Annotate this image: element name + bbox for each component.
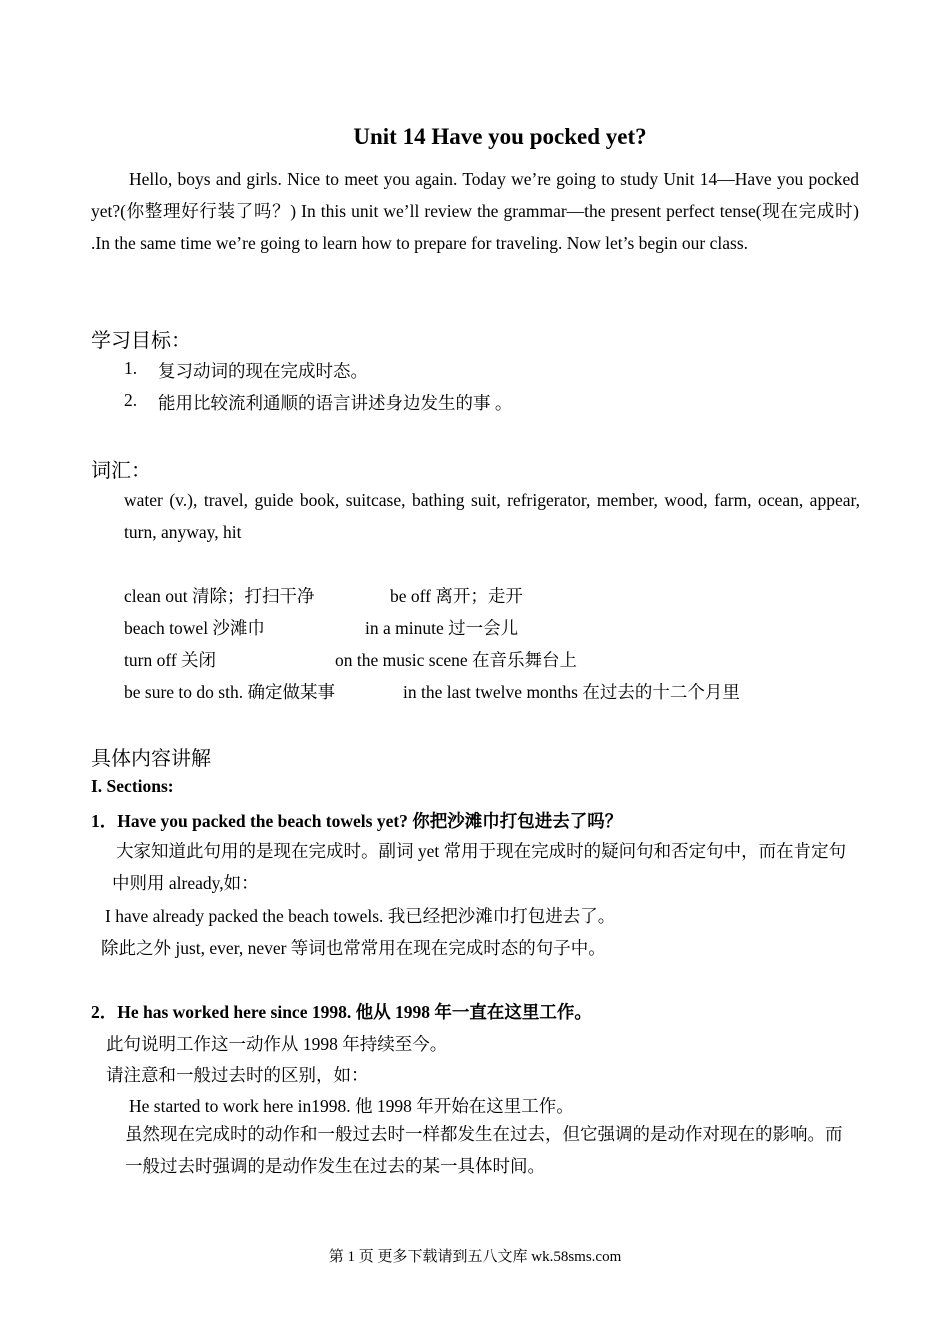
- item2-title: 2．He has worked here since 1998. 他从 1998 年一直在这里工作。: [91, 1002, 592, 1022]
- vocabulary-words: water (v.), travel, guide book, suitcase, bathing suit, refrigerator, member, wood, farm, ocean, appear, turn, anyway, hit: [124, 490, 860, 542]
- objectives-heading: 学习目标：: [91, 328, 191, 352]
- item1-note: 除此之外 just, ever, never 等词也常常用在现在完成时态的句子中。: [101, 938, 606, 958]
- objective-text-2: 能用比较流利通顺的语言讲述身边发生的事 。: [158, 393, 513, 413]
- phrase-right-4: in the last twelve months 在过去的十二个月里: [403, 682, 740, 702]
- vocabulary-heading: 词汇：: [91, 458, 151, 482]
- phrase-left-2: beach towel 沙滩巾: [124, 618, 265, 638]
- phrase-left-3: turn off 关闭: [124, 650, 217, 670]
- phrase-left-4: be sure to do sth. 确定做某事: [124, 682, 335, 702]
- objective-num-1: 1.: [124, 358, 138, 378]
- phrase-right-1: be off 离开；走开: [390, 586, 523, 606]
- phrase-right-3: on the music scene 在音乐舞台上: [335, 650, 578, 670]
- item1-explain: 大家知道此句用的是现在完成时。副词 yet 常用于现在完成时的疑问句和否定句中，而在肯定句中则用 already,如：: [112, 841, 847, 893]
- item2-line1: 此句说明工作这一动作从 1998 年持续至今。: [106, 1034, 448, 1054]
- page-footer: 第 1 页 更多下载请到五八文库 wk.58sms.com: [328, 1249, 622, 1265]
- phrase-right-2: in a minute 过一会儿: [365, 618, 519, 638]
- item1-example: I have already packed the beach towels. 我已经把沙滩巾打包进去了。: [105, 906, 616, 926]
- item1-title: 1．Have you packed the beach towels yet? 你把沙滩巾打包进去了吗？: [91, 811, 623, 831]
- phrase-left-1: clean out 清除；打扫干净: [124, 586, 315, 606]
- item2-line2: 请注意和一般过去时的区别，如：: [106, 1065, 369, 1085]
- content-heading: 具体内容讲解: [91, 746, 211, 770]
- item2-example: He started to work here in1998. 他 1998 年开始在这里工作。: [129, 1096, 574, 1116]
- objective-num-2: 2.: [124, 390, 138, 410]
- page-title: Unit 14 Have you pocked yet?: [353, 124, 647, 149]
- item2-explain: 虽然现在完成时的动作和一般过去时一样都发生在过去，但它强调的是动作对现在的影响。而一般过去时强调的是动作发生在过去的某一具体时间。: [125, 1124, 843, 1176]
- objective-text-1: 复习动词的现在完成时态。: [158, 361, 368, 381]
- sections-label: I. Sections:: [91, 776, 174, 796]
- intro-paragraph: Hello, boys and girls. Nice to meet you again. Today we’re going to study Unit 14—Have you pocked yet?(你整理好行装了吗？) In this unit we’ll review the grammar—the present perfect tense(现在完成时) .In the same time we’re going to learn how to prepare for traveling. Now let’s begin our class.: [91, 169, 859, 253]
